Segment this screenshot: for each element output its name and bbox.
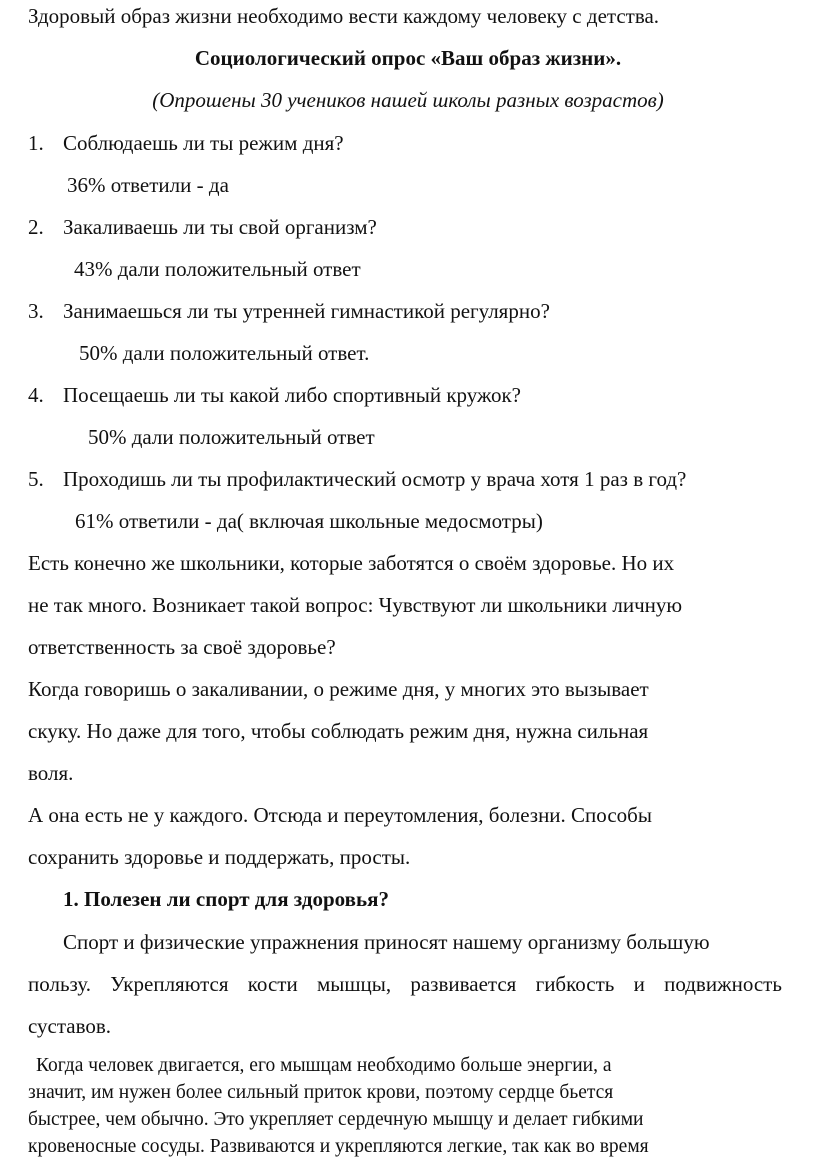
paragraph-line: Спорт и физические упражнения приносят нашему организму большую (63, 930, 710, 954)
question-answer: 43% дали положительный ответ (74, 257, 361, 281)
word: подвижность (664, 972, 782, 996)
question-text: Занимаешься ли ты утренней гимнастикой регулярно? (63, 299, 550, 323)
question-text: Посещаешь ли ты какой либо спортивный кружок? (63, 383, 521, 407)
question-answer: 36% ответили - да (67, 173, 229, 197)
question-number: 2. (28, 215, 44, 239)
question-answer: 50% дали положительный ответ (88, 425, 375, 449)
paragraph-line: воля. (28, 761, 74, 785)
paragraph-line: скуку. Но даже для того, чтобы соблюдать режим дня, нужна сильная (28, 719, 649, 743)
section-heading: 1. Полезен ли спорт для здоровья? (63, 887, 389, 911)
paragraph-line: кровеносные сосуды. Развиваются и укрепляются легкие, так как во время (28, 1136, 649, 1157)
question-number: 4. (28, 383, 44, 407)
paragraph-line: не так много. Возникает такой вопрос: Чувствуют ли школьники личную (28, 593, 683, 617)
word: гибкость (535, 972, 615, 996)
question-number: 1. (28, 131, 44, 155)
word: Укрепляются (110, 972, 229, 996)
question-number: 5. (28, 467, 44, 491)
survey-subtitle: (Опрошены 30 учеников нашей школы разных возрастов) (152, 88, 664, 112)
paragraph-line: значит, им нужен более сильный приток крови, поэтому сердце бьется (28, 1082, 614, 1103)
paragraph-line: Когда человек двигается, его мышцам необходимо больше энергии, а (36, 1055, 612, 1076)
question-answer: 61% ответили - да( включая школьные медосмотры) (75, 509, 543, 533)
paragraph-line: быстрее, чем обычно. Это укрепляет сердечную мышцу и делает гибкими (28, 1109, 644, 1130)
word: мышцы, (316, 972, 392, 996)
question-text: Закаливаешь ли ты свой организм? (63, 215, 377, 239)
intro-text: Здоровый образ жизни необходимо вести каждому человеку с детства. (28, 4, 660, 28)
justified-line (28, 972, 782, 996)
question-number: 3. (28, 299, 44, 323)
paragraph-line: ответственность за своё здоровье? (28, 635, 336, 659)
word: кости (247, 972, 298, 996)
paragraph-line: сохранить здоровье и поддержать, просты. (28, 845, 411, 869)
survey-title: Социологический опрос «Ваш образ жизни». (194, 46, 622, 70)
paragraph-line: суставов. (28, 1014, 112, 1038)
word: пользу. (28, 972, 92, 996)
question-text: Проходишь ли ты профилактический осмотр у врача хотя 1 раз в год? (63, 467, 687, 491)
question-answer: 50% дали положительный ответ. (79, 341, 370, 365)
paragraph-line: Когда говоришь о закаливании, о режиме дня, у многих это вызывает (28, 677, 649, 701)
word: и (633, 972, 645, 996)
paragraph-line: Есть конечно же школьники, которые заботятся о своём здоровье. Но их (28, 551, 675, 575)
question-text: Соблюдаешь ли ты режим дня? (63, 131, 344, 155)
word: развивается (410, 972, 517, 996)
paragraph-line: А она есть не у каждого. Отсюда и переутомления, болезни. Способы (28, 803, 652, 827)
